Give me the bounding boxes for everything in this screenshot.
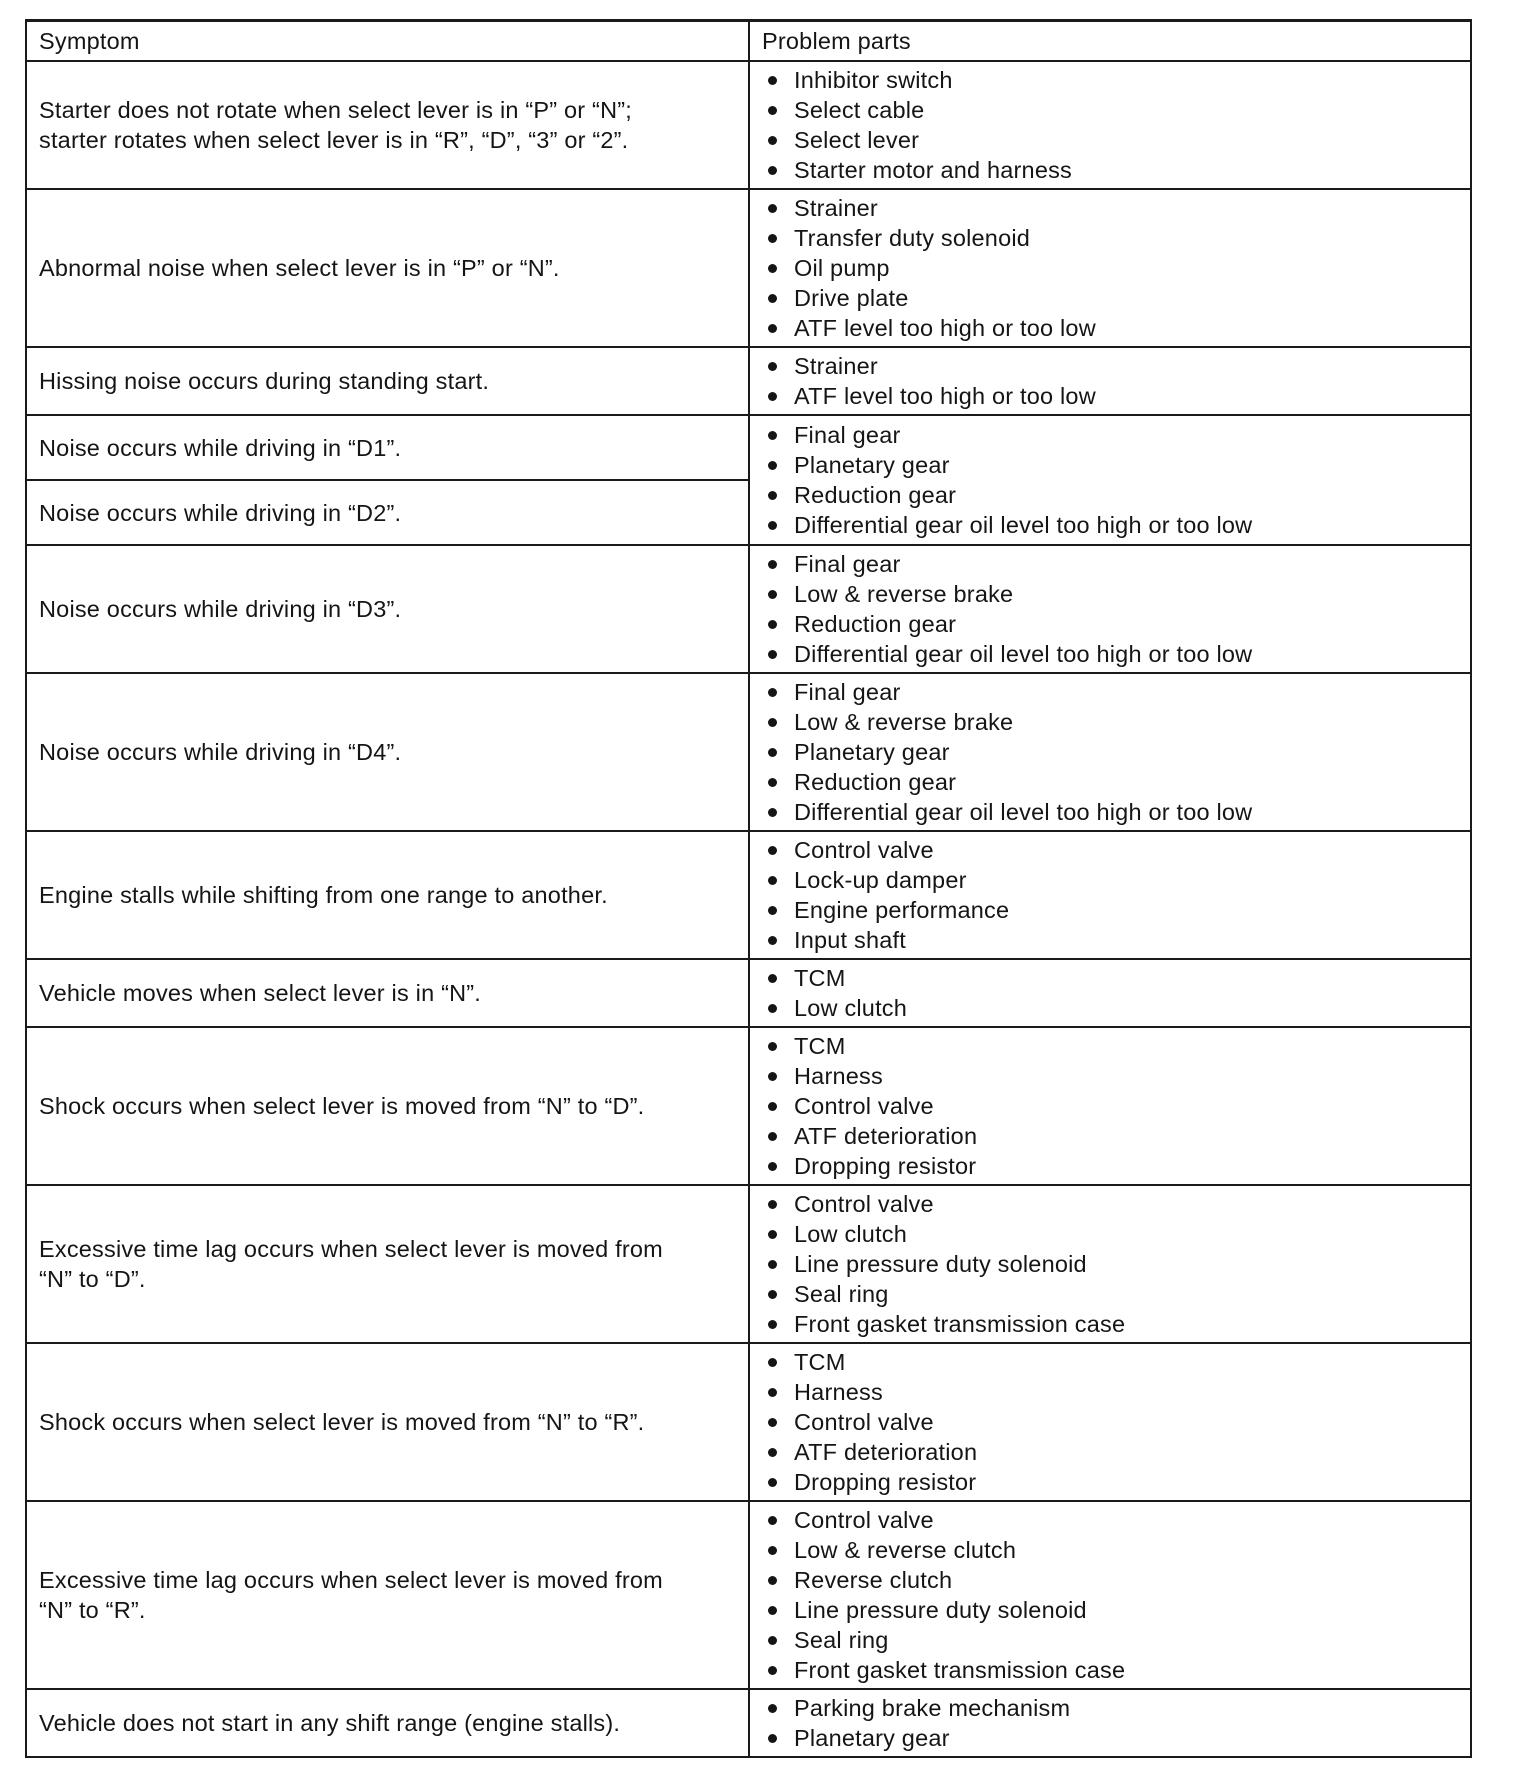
problem-part-item: [760, 125, 1470, 155]
problem-part-label: Differential gear oil level too high or too low: [794, 512, 1253, 538]
problem-part-label: Harness: [794, 1379, 883, 1405]
problem-parts-cell: [749, 1185, 1471, 1343]
bullet-icon: [768, 1200, 777, 1209]
problem-part-label: Lock-up damper: [794, 867, 967, 893]
problem-part-item: [760, 1031, 1470, 1061]
problem-part-item: [760, 737, 1470, 767]
problem-parts-cell: [749, 61, 1471, 189]
problem-parts-list: [760, 420, 1470, 540]
problem-part-item: [760, 767, 1470, 797]
symptom-text: Abnormal noise when select lever is in “P” or “N”.: [39, 255, 560, 281]
problem-part-label: Strainer: [794, 195, 878, 221]
symptom-cell: [26, 959, 749, 1027]
problem-part-label: Input shaft: [794, 927, 906, 953]
bullet-icon: [768, 1666, 777, 1675]
symptom-text: Hissing noise occurs during standing start.: [39, 368, 490, 394]
problem-part-item: [760, 253, 1470, 283]
bullet-icon: [768, 974, 777, 983]
problem-part-item: [760, 1091, 1470, 1121]
symptom-text: Shock occurs when select lever is moved from “N” to “R”.: [39, 1409, 645, 1435]
bullet-icon: [768, 136, 777, 145]
problem-parts-list: [760, 1693, 1470, 1753]
bullet-icon: [768, 876, 777, 885]
table-row: [26, 831, 1471, 959]
table-row: [26, 673, 1471, 831]
problem-part-label: Inhibitor switch: [794, 67, 953, 93]
symptom-cell: [26, 189, 749, 347]
bullet-icon: [768, 1576, 777, 1585]
bullet-icon: [768, 748, 777, 757]
problem-part-item: [760, 313, 1470, 343]
symptom-text: Noise occurs while driving in “D4”.: [39, 739, 402, 765]
problem-part-label: Reverse clutch: [794, 1567, 953, 1593]
problem-part-item: [760, 925, 1470, 955]
bullet-icon: [768, 1004, 777, 1013]
problem-part-item: [760, 1151, 1470, 1181]
problem-part-item: [760, 707, 1470, 737]
problem-part-item: [760, 1219, 1470, 1249]
problem-parts-list: [760, 351, 1470, 411]
problem-part-label: Front gasket transmission case: [794, 1311, 1126, 1337]
problem-parts-column-header: Problem parts: [749, 21, 1471, 62]
problem-part-label: TCM: [794, 1349, 846, 1375]
symptom-text: Excessive time lag occurs when select lever is moved from “N” to “D”.: [39, 1236, 663, 1292]
problem-part-item: [760, 420, 1470, 450]
problem-part-label: Engine performance: [794, 897, 1010, 923]
problem-part-item: [760, 510, 1470, 540]
problem-parts-cell: [749, 1343, 1471, 1501]
symptom-cell: [26, 347, 749, 415]
symptom-text: Shock occurs when select lever is moved from “N” to “D”.: [39, 1093, 645, 1119]
symptom-cell: [26, 831, 749, 959]
problem-part-item: [760, 1723, 1470, 1753]
symptom-text: Engine stalls while shifting from one range to another.: [39, 882, 608, 908]
problem-part-label: Select cable: [794, 97, 925, 123]
symptom-cell: [26, 545, 749, 673]
problem-part-item: [760, 1347, 1470, 1377]
problem-part-item: [760, 351, 1470, 381]
problem-parts-list: [760, 677, 1470, 827]
problem-part-label: Dropping resistor: [794, 1469, 977, 1495]
problem-parts-list: [760, 1189, 1470, 1339]
problem-part-label: Low & reverse brake: [794, 581, 1014, 607]
problem-parts-cell: [749, 415, 1471, 545]
problem-part-label: ATF level too high or too low: [794, 383, 1096, 409]
problem-part-label: Reduction gear: [794, 482, 957, 508]
bullet-icon: [768, 688, 777, 697]
bullet-icon: [768, 491, 777, 500]
bullet-icon: [768, 461, 777, 470]
table-row: [26, 1689, 1471, 1757]
problem-parts-list: [760, 1505, 1470, 1685]
problem-part-label: Seal ring: [794, 1627, 889, 1653]
problem-parts-cell: [749, 673, 1471, 831]
problem-part-item: [760, 381, 1470, 411]
problem-part-label: Starter motor and harness: [794, 157, 1072, 183]
problem-part-label: Reduction gear: [794, 769, 957, 795]
bullet-icon: [768, 324, 777, 333]
table-row: [26, 347, 1471, 415]
problem-part-label: Line pressure duty solenoid: [794, 1597, 1087, 1623]
table-row: [26, 1027, 1471, 1185]
problem-part-label: Final gear: [794, 679, 901, 705]
problem-part-label: ATF level too high or too low: [794, 315, 1096, 341]
problem-part-item: [760, 549, 1470, 579]
symptom-cell: [26, 673, 749, 831]
bullet-icon: [768, 718, 777, 727]
problem-parts-cell: [749, 347, 1471, 415]
table-row: [26, 545, 1471, 673]
problem-parts-cell: [749, 831, 1471, 959]
problem-parts-cell: [749, 189, 1471, 347]
bullet-icon: [768, 1546, 777, 1555]
problem-part-item: [760, 639, 1470, 669]
problem-part-label: Control valve: [794, 1191, 934, 1217]
problem-part-label: Dropping resistor: [794, 1153, 977, 1179]
bullet-icon: [768, 808, 777, 817]
problem-part-item: [760, 95, 1470, 125]
symptom-text: Starter does not rotate when select lever is in “P” or “N”; starter rotates when select lever is in “R”, “D”, “3” or “2”.: [39, 97, 633, 153]
table-row: [26, 415, 1471, 480]
problem-part-label: Strainer: [794, 353, 878, 379]
bullet-icon: [768, 1230, 777, 1239]
problem-parts-list: [760, 1347, 1470, 1497]
problem-part-label: Select lever: [794, 127, 920, 153]
bullet-icon: [768, 166, 777, 175]
symptom-column-header: Symptom: [26, 21, 749, 62]
bullet-icon: [768, 1418, 777, 1427]
bullet-icon: [768, 906, 777, 915]
symptom-text: Vehicle does not start in any shift range (engine stalls).: [39, 1710, 621, 1736]
problem-part-label: Final gear: [794, 422, 901, 448]
table-row: [26, 1501, 1471, 1689]
problem-part-item: [760, 1377, 1470, 1407]
problem-parts-cell: [749, 959, 1471, 1027]
bullet-icon: [768, 521, 777, 530]
bullet-icon: [768, 1606, 777, 1615]
bullet-icon: [768, 431, 777, 440]
problem-parts-list: [760, 1031, 1470, 1181]
bullet-icon: [768, 1162, 777, 1171]
problem-parts-list: [760, 65, 1470, 185]
bullet-icon: [768, 264, 777, 273]
bullet-icon: [768, 362, 777, 371]
problem-parts-list: [760, 549, 1470, 669]
problem-parts-cell: [749, 1689, 1471, 1757]
bullet-icon: [768, 1388, 777, 1397]
bullet-icon: [768, 778, 777, 787]
table-header-row: [26, 21, 1471, 62]
problem-part-item: [760, 835, 1470, 865]
problem-parts-list: [760, 193, 1470, 343]
bullet-icon: [768, 1734, 777, 1743]
problem-part-item: [760, 677, 1470, 707]
problem-part-label: Low clutch: [794, 1221, 908, 1247]
problem-part-label: Parking brake mechanism: [794, 1695, 1071, 1721]
problem-part-label: Low clutch: [794, 995, 908, 1021]
bullet-icon: [768, 204, 777, 213]
problem-parts-cell: [749, 545, 1471, 673]
bullet-icon: [768, 234, 777, 243]
bullet-icon: [768, 620, 777, 629]
table-row: [26, 189, 1471, 347]
bullet-icon: [768, 1102, 777, 1111]
bullet-icon: [768, 1072, 777, 1081]
problem-part-item: [760, 1595, 1470, 1625]
problem-part-label: Control valve: [794, 837, 934, 863]
table-body: [26, 61, 1471, 1757]
problem-part-label: TCM: [794, 965, 846, 991]
problem-part-item: [760, 193, 1470, 223]
bullet-icon: [768, 650, 777, 659]
problem-parts-cell: [749, 1027, 1471, 1185]
problem-part-item: [760, 963, 1470, 993]
problem-part-item: [760, 1437, 1470, 1467]
problem-part-label: Low & reverse brake: [794, 709, 1014, 735]
problem-part-label: Planetary gear: [794, 739, 950, 765]
table-row: [26, 61, 1471, 189]
bullet-icon: [768, 1358, 777, 1367]
symptom-cell: [26, 1343, 749, 1501]
bullet-icon: [768, 1636, 777, 1645]
problem-parts-cell: [749, 1501, 1471, 1689]
symptom-cell: [26, 61, 749, 189]
symptom-cell: [26, 480, 749, 545]
symptom-text: Noise occurs while driving in “D2”.: [39, 499, 402, 526]
symptom-text: Noise occurs while driving in “D1”.: [39, 434, 402, 461]
problem-part-label: Control valve: [794, 1409, 934, 1435]
problem-part-item: [760, 480, 1470, 510]
problem-part-item: [760, 65, 1470, 95]
table-row: [26, 1343, 1471, 1501]
bullet-icon: [768, 392, 777, 401]
bullet-icon: [768, 1448, 777, 1457]
problem-parts-list: [760, 963, 1470, 1023]
problem-part-item: [760, 283, 1470, 313]
symptom-cell: [26, 1185, 749, 1343]
bullet-icon: [768, 106, 777, 115]
problem-part-item: [760, 1655, 1470, 1685]
symptom-text: Vehicle moves when select lever is in “N”.: [39, 980, 482, 1006]
problem-part-item: [760, 797, 1470, 827]
problem-part-label: Control valve: [794, 1507, 934, 1533]
problem-part-item: [760, 1467, 1470, 1497]
problem-part-item: [760, 1693, 1470, 1723]
problem-part-label: Planetary gear: [794, 452, 950, 478]
problem-part-item: [760, 579, 1470, 609]
problem-part-item: [760, 993, 1470, 1023]
problem-part-item: [760, 1121, 1470, 1151]
problem-part-label: ATF deterioration: [794, 1123, 978, 1149]
problem-part-item: [760, 450, 1470, 480]
problem-part-item: [760, 1625, 1470, 1655]
problem-part-label: Differential gear oil level too high or too low: [794, 799, 1253, 825]
bullet-icon: [768, 590, 777, 599]
symptom-cell: [26, 1689, 749, 1757]
symptom-cell: [26, 1501, 749, 1689]
diagnosis-table: [25, 19, 1472, 1758]
problem-part-label: Final gear: [794, 551, 901, 577]
symptom-text: Noise occurs while driving in “D3”.: [39, 596, 402, 622]
problem-part-label: Seal ring: [794, 1281, 889, 1307]
problem-part-item: [760, 223, 1470, 253]
problem-part-item: [760, 1565, 1470, 1595]
table-row: [26, 1185, 1471, 1343]
problem-part-label: Planetary gear: [794, 1725, 950, 1751]
bullet-icon: [768, 1042, 777, 1051]
problem-part-item: [760, 609, 1470, 639]
bullet-icon: [768, 1290, 777, 1299]
problem-part-label: Reduction gear: [794, 611, 957, 637]
bullet-icon: [768, 294, 777, 303]
problem-part-label: Control valve: [794, 1093, 934, 1119]
bullet-icon: [768, 846, 777, 855]
bullet-icon: [768, 1320, 777, 1329]
bullet-icon: [768, 936, 777, 945]
symptom-cell: [26, 415, 749, 480]
problem-part-item: [760, 1189, 1470, 1219]
bullet-icon: [768, 560, 777, 569]
symptom-text: Excessive time lag occurs when select lever is moved from “N” to “R”.: [39, 1567, 663, 1623]
problem-part-item: [760, 1249, 1470, 1279]
problem-part-item: [760, 1407, 1470, 1437]
problem-part-label: Oil pump: [794, 255, 890, 281]
bullet-icon: [768, 1478, 777, 1487]
problem-part-label: Low & reverse clutch: [794, 1537, 1017, 1563]
problem-part-label: Harness: [794, 1063, 883, 1089]
problem-parts-list: [760, 835, 1470, 955]
problem-part-item: [760, 1309, 1470, 1339]
bullet-icon: [768, 1704, 777, 1713]
problem-part-label: Line pressure duty solenoid: [794, 1251, 1087, 1277]
symptom-cell: [26, 1027, 749, 1185]
problem-part-label: Differential gear oil level too high or too low: [794, 641, 1253, 667]
bullet-icon: [768, 1260, 777, 1269]
problem-part-item: [760, 1535, 1470, 1565]
problem-part-item: [760, 1279, 1470, 1309]
table-row: [26, 959, 1471, 1027]
problem-part-item: [760, 155, 1470, 185]
problem-part-item: [760, 1505, 1470, 1535]
bullet-icon: [768, 1516, 777, 1525]
bullet-icon: [768, 76, 777, 85]
problem-part-label: TCM: [794, 1033, 846, 1059]
problem-part-label: ATF deterioration: [794, 1439, 978, 1465]
problem-part-item: [760, 865, 1470, 895]
problem-part-item: [760, 895, 1470, 925]
problem-part-item: [760, 1061, 1470, 1091]
problem-part-label: Drive plate: [794, 285, 909, 311]
problem-part-label: Front gasket transmission case: [794, 1657, 1126, 1683]
problem-part-label: Transfer duty solenoid: [794, 225, 1031, 251]
bullet-icon: [768, 1132, 777, 1141]
